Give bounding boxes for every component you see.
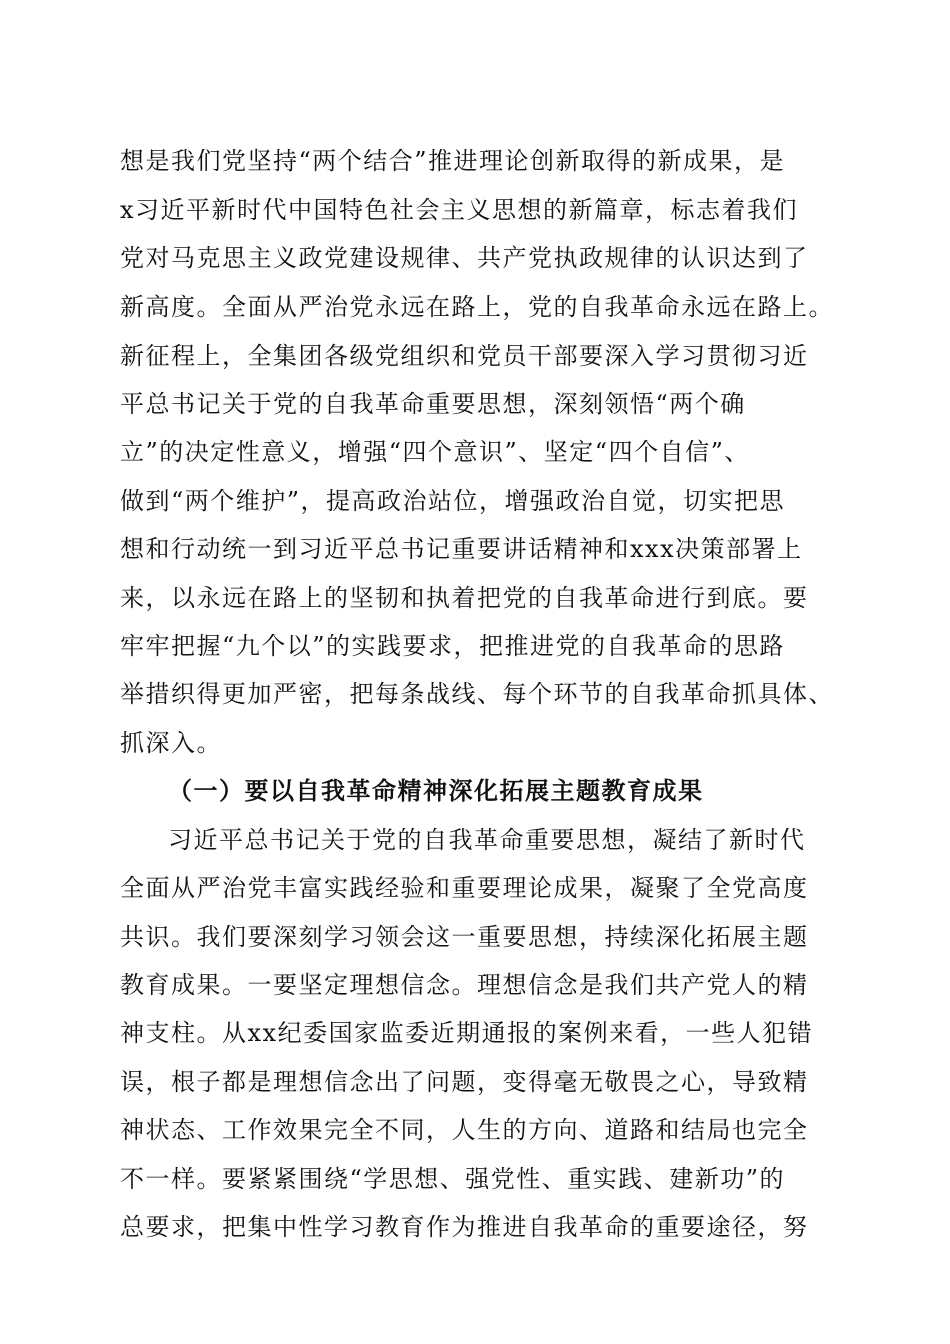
paragraph-line: 教育成果。一要坚定理想信念。理想信念是我们共产党人的精 bbox=[120, 971, 809, 999]
paragraph-line: 新征程上，全集团各级党组织和党员干部要深入学习贯彻习近 bbox=[120, 342, 809, 370]
paragraph-line: 总要求，把集中性学习教育作为推进自我革命的重要途径，努 bbox=[120, 1213, 809, 1241]
paragraph-line: 神支柱。从xx纪委国家监委近期通报的案例来看，一些人犯错 bbox=[120, 1019, 814, 1047]
paragraph-line: 抓深入。 bbox=[120, 729, 222, 757]
paragraph-line: x习近平新时代中国特色社会主义思想的新篇章，标志着我们 bbox=[120, 196, 799, 224]
paragraph-line: 不一样。要紧紧围绕“学思想、强党性、重实践、建新功”的 bbox=[120, 1165, 786, 1193]
paragraph-line: 想是我们党坚持“两个结合”推进理论创新取得的新成果，是 bbox=[120, 147, 786, 175]
paragraph-line: 新高度。全面从严治党永远在路上，党的自我革命永远在路上。 bbox=[120, 293, 834, 321]
paragraph-line: 举措织得更加严密，把每条战线、每个环节的自我革命抓具体、 bbox=[120, 680, 834, 708]
section-heading: （一）要以自我革命精神深化拓展主题教育成果 bbox=[168, 776, 704, 805]
paragraph-line: 全面从严治党丰富实践经验和重要理论成果，凝聚了全党高度 bbox=[120, 874, 809, 902]
paragraph-line: 神状态、工作效果完全不同，人生的方向、道路和结局也完全 bbox=[120, 1116, 809, 1144]
paragraph-line: 党对马克思主义政党建设规律、共产党执政规律的认识达到了 bbox=[120, 244, 809, 272]
paragraph-line: 共识。我们要深刻学习领会这一重要思想，持续深化拓展主题 bbox=[120, 923, 809, 951]
paragraph-line: 立”的决定性意义，增强“四个意识”、坚定“四个自信”、 bbox=[120, 438, 750, 466]
paragraph-line: 习近平总书记关于党的自我革命重要思想，凝结了新时代 bbox=[168, 826, 806, 854]
paragraph-line: 想和行动统一到习近平总书记重要讲话精神和xxx决策部署上 bbox=[120, 535, 803, 563]
paragraph-line: 来，以永远在路上的坚韧和执着把党的自我革命进行到底。要 bbox=[120, 584, 809, 612]
paragraph-line: 做到“两个维护”，提高政治站位，增强政治自觉，切实把思 bbox=[120, 487, 786, 515]
paragraph-line: 牢牢把握“九个以”的实践要求，把推进党的自我革命的思路 bbox=[120, 632, 786, 660]
paragraph-line: 平总书记关于党的自我革命重要思想，深刻领悟“两个确 bbox=[120, 390, 746, 418]
paragraph-line: 误，根子都是理想信念出了问题，变得毫无敬畏之心，导致精 bbox=[120, 1068, 809, 1096]
